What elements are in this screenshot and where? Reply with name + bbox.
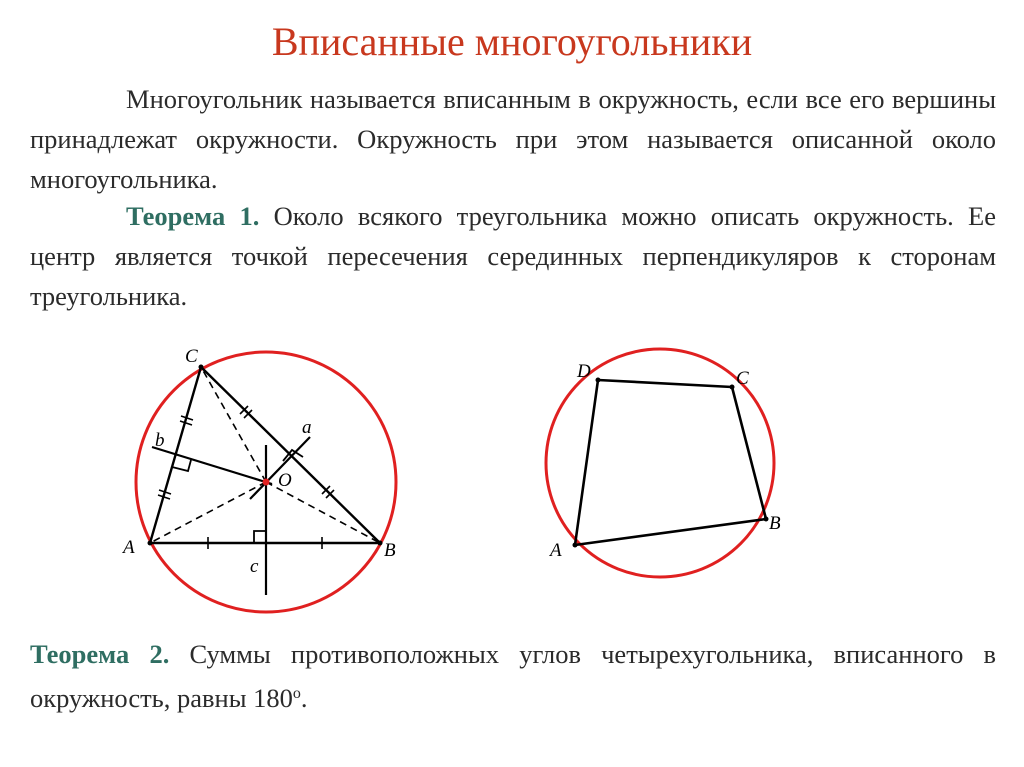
- side-bc: [201, 367, 380, 543]
- triangle-figure: [121, 346, 396, 612]
- label-quad-b: B: [769, 513, 781, 534]
- quad-vertex-d-point: [596, 378, 601, 383]
- label-tri-c: C: [185, 346, 198, 367]
- label-quad-c: C: [736, 368, 749, 389]
- definition-paragraph: [30, 79, 996, 199]
- label-tri-b-line: b: [155, 430, 165, 451]
- quad-vertex-b-point: [764, 517, 769, 522]
- theorem-2-label: Теорема 2.: [30, 639, 170, 669]
- degree-superscript: о: [292, 685, 301, 702]
- theorem-1-label: Теорема 1.: [126, 201, 260, 231]
- quad-vertex-c-point: [730, 385, 735, 390]
- label-tri-b: B: [384, 540, 396, 561]
- definition-text: Многоугольник называется вписанным в окружность, если все его вершины принадлежат окружности. Окружность при этом называется описанной около многоугольника.: [30, 84, 996, 194]
- quadrilateral-figure: [546, 349, 781, 577]
- theorem-1-paragraph: [30, 196, 996, 316]
- theorem-2-end: .: [300, 683, 308, 713]
- theorem-2-text: Суммы противоположных углов четырехугольника, вписанного в окружность, равны 180: [30, 639, 996, 713]
- quadrilateral: [575, 380, 766, 545]
- right-angle-mark-c: [254, 531, 266, 543]
- radius-oa: [150, 482, 266, 543]
- vertex-b-point: [378, 541, 383, 546]
- right-angle-mark-b: [172, 460, 191, 471]
- label-quad-d: D: [577, 361, 591, 382]
- bisector-b: [152, 447, 272, 484]
- radius-ob: [266, 482, 380, 543]
- theorem-2-paragraph: [30, 634, 996, 718]
- label-tri-a: A: [123, 537, 135, 558]
- circumcenter-point: [263, 479, 270, 486]
- label-tri-a-line: a: [302, 417, 312, 438]
- label-tri-c-line: c: [250, 556, 259, 577]
- quad-vertex-a-point: [573, 543, 578, 548]
- vertex-c-point: [199, 365, 204, 370]
- label-quad-a: A: [550, 540, 562, 561]
- geometry-figures: [0, 335, 1024, 635]
- slide-title: Вписанные многоугольники: [271, 19, 753, 64]
- label-tri-o: O: [278, 470, 292, 491]
- theorem-1-text: Около всякого треугольника можно описать окружность. Ее центр является точкой пересечения серединных перпендикуляров к сторонам треугольника.: [30, 201, 996, 311]
- vertex-a-point: [148, 541, 153, 546]
